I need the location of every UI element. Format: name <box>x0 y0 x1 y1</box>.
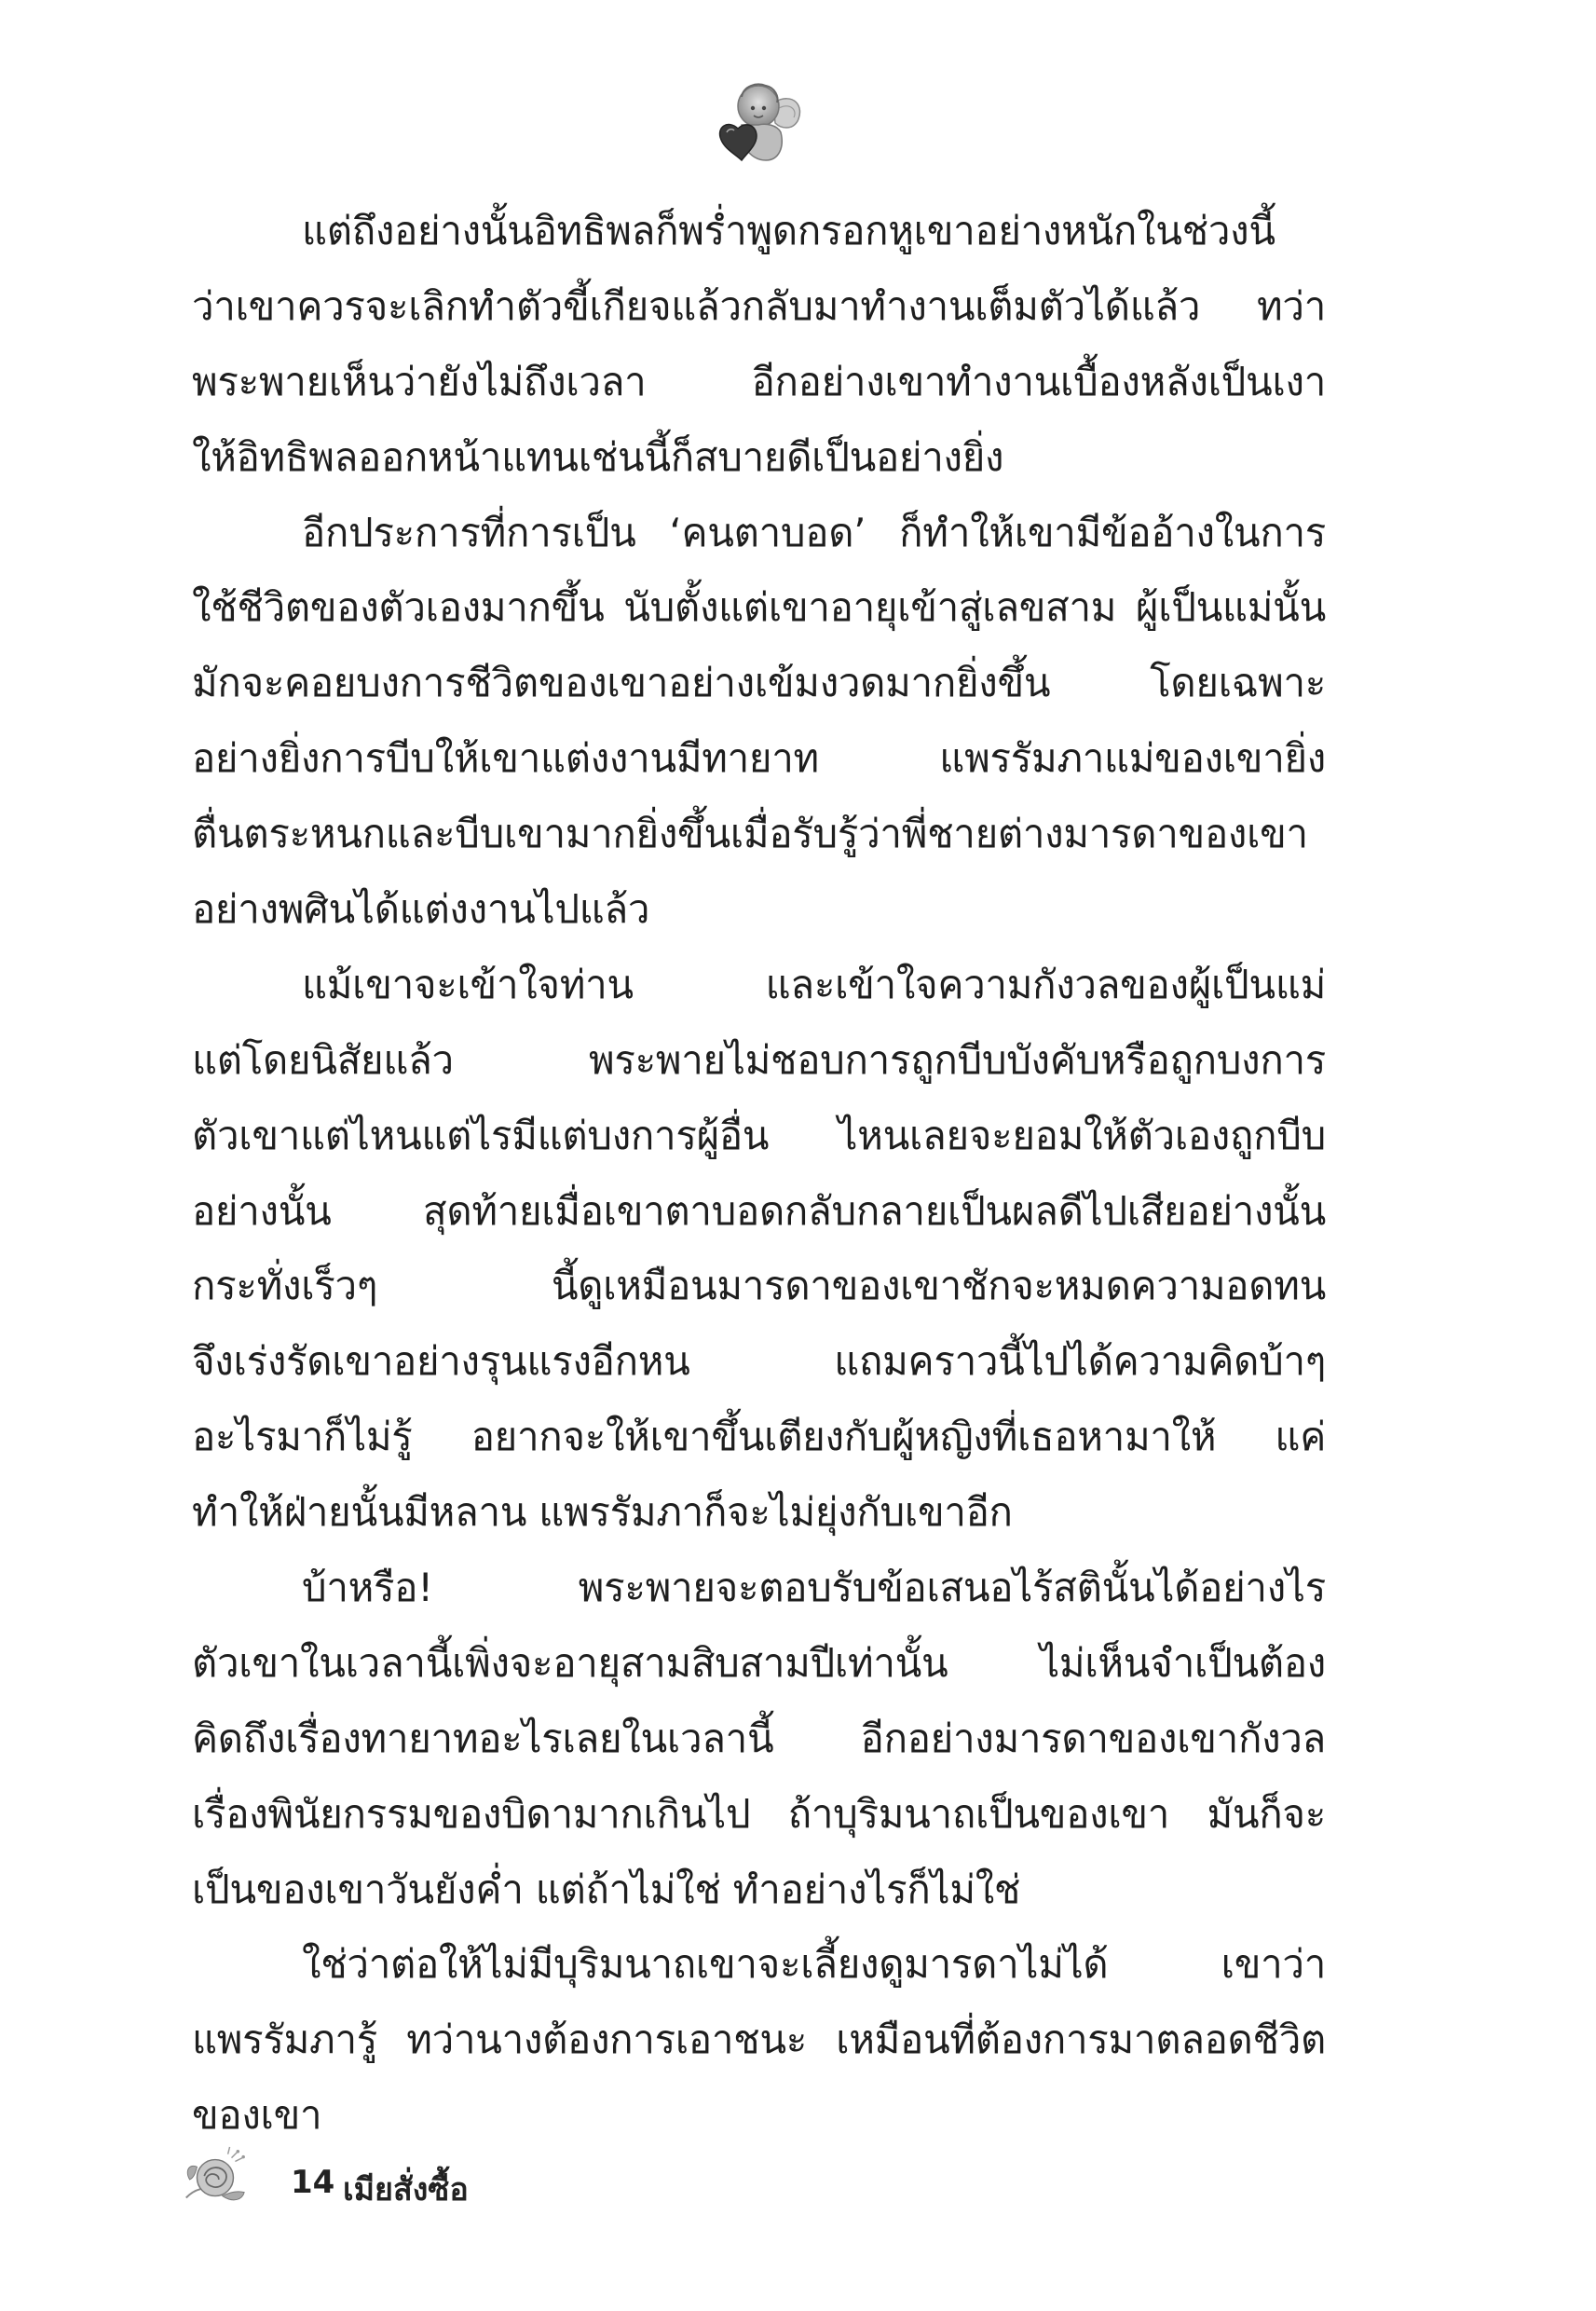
text-line: แต่ถึงอย่างนั้นอิทธิพลก็พร่ำพูดกรอกหูเขาอย่างหนักในช่วงนี้ <box>302 208 1275 253</box>
text-line: ทำให้ฝ่ายนั้นมีหลาน แพรรัมภาก็จะไม่ยุ่งกับเขาอีก <box>192 1489 1013 1536</box>
text-line: แพรรัมภารู้ ทว่านางต้องการเอาชนะ เหมือนที่ต้องการมาตลอดชีวิต <box>192 2017 1326 2063</box>
text-line: ว่าเขาควรจะเลิกทำตัวขี้เกียจแล้วกลับมาทำงานเต็มตัวได้แล้ว ทว่า <box>192 282 1326 329</box>
text-line: พระพายเห็นว่ายังไม่ถึงเวลา อีกอย่างเขาทำงานเบื้องหลังเป็นเงา <box>192 358 1326 404</box>
text-line: อย่างนั้น สุดท้ายเมื่อเขาตาบอดกลับกลายเป็นผลดีไปเสียอย่างนั้น <box>192 1187 1326 1234</box>
text-line: แม้เขาจะเข้าใจท่าน และเข้าใจความกังวลของผู้เป็นแม่ <box>302 961 1326 1007</box>
text-line: ของเขา <box>192 2092 322 2139</box>
text-line: บ้าหรือ! พระพายจะตอบรับข้อเสนอไร้สตินั้นได้อย่างไร <box>302 1565 1326 1611</box>
text-line: เป็นของเขาวันยังค่ำ แต่ถ้าไม่ใช่ ทำอย่างไรก็ไม่ใช่ <box>192 1866 1021 1912</box>
text-line: อีกประการที่การเป็น ‘คนตาบอด’ ก็ทำให้เขามีข้ออ้างในการ <box>302 509 1326 555</box>
book-title: เมียสั่งซื้อ <box>343 2171 469 2208</box>
text-line: ตื่นตระหนกและบีบเขามากยิ่งขึ้นเมื่อรับรู้ว่าพี่ชายต่างมารดาของเขา <box>192 811 1308 857</box>
cherub-holding-heart-icon <box>701 75 812 168</box>
text-line: ให้อิทธิพลออกหน้าแทนเช่นนี้ก็สบายดีเป็นอย่างยิ่ง <box>192 433 1004 480</box>
text-line: จึงเร่งรัดเขาอย่างรุนแรงอีกหน แถมคราวนี้ไปได้ความคิดบ้าๆ <box>192 1338 1326 1385</box>
page-number: 14 <box>291 2164 335 2201</box>
text-line: แต่โดยนิสัยแล้ว พระพายไม่ชอบการถูกบีบบังคับหรือถูกบงการ <box>192 1036 1326 1083</box>
rose-flower-icon <box>177 2143 250 2216</box>
text-line: ใช่ว่าต่อให้ไม่มีบุริมนาถเขาจะเลี้ยงดูมารดาไม่ได้ เขาว่า <box>302 1941 1326 1988</box>
text-line: อะไรมาก็ไม่รู้ อยากจะให้เขาขึ้นเตียงกับผู้หญิงที่เธอหามาให้ แค่ <box>192 1414 1326 1460</box>
text-line: อย่างพศินได้แต่งงานไปแล้ว <box>192 886 650 933</box>
page-footer <box>177 2143 829 2218</box>
text-line: มักจะคอยบงการชีวิตของเขาอย่างเข้มงวดมากยิ่งขึ้น โดยเฉพาะ <box>192 660 1326 706</box>
text-line: คิดถึงเรื่องทายาทอะไรเลยในเวลานี้ อีกอย่างมารดาของเขากังวล <box>192 1715 1326 1761</box>
text-line: ตัวเขาแต่ไหนแต่ไรมีแต่บงการผู้อื่น ไหนเลยจะยอมให้ตัวเองถูกบีบ <box>192 1112 1326 1158</box>
text-line: กระทั่งเร็วๆ นี้ดูเหมือนมารดาของเขาชักจะหมดความอดทน <box>192 1263 1326 1309</box>
text-line: อย่างยิ่งการบีบให้เขาแต่งงานมีทายาท แพรรัมภาแม่ของเขายิ่ง <box>192 735 1326 782</box>
text-line: เรื่องพินัยกรรมของบิดามากเกินไป ถ้าบุริมนาถเป็นของเขา มันก็จะ <box>192 1790 1326 1837</box>
text-line: ตัวเขาในเวลานี้เพิ่งจะอายุสามสิบสามปีเท่านั้น ไม่เห็นจำเป็นต้อง <box>192 1639 1326 1686</box>
text-line: ใช้ชีวิตของตัวเองมากขึ้น นับตั้งแต่เขาอายุเข้าสู่เลขสาม ผู้เป็นแม่นั้น <box>192 584 1326 631</box>
page-body-text <box>192 194 1326 2154</box>
